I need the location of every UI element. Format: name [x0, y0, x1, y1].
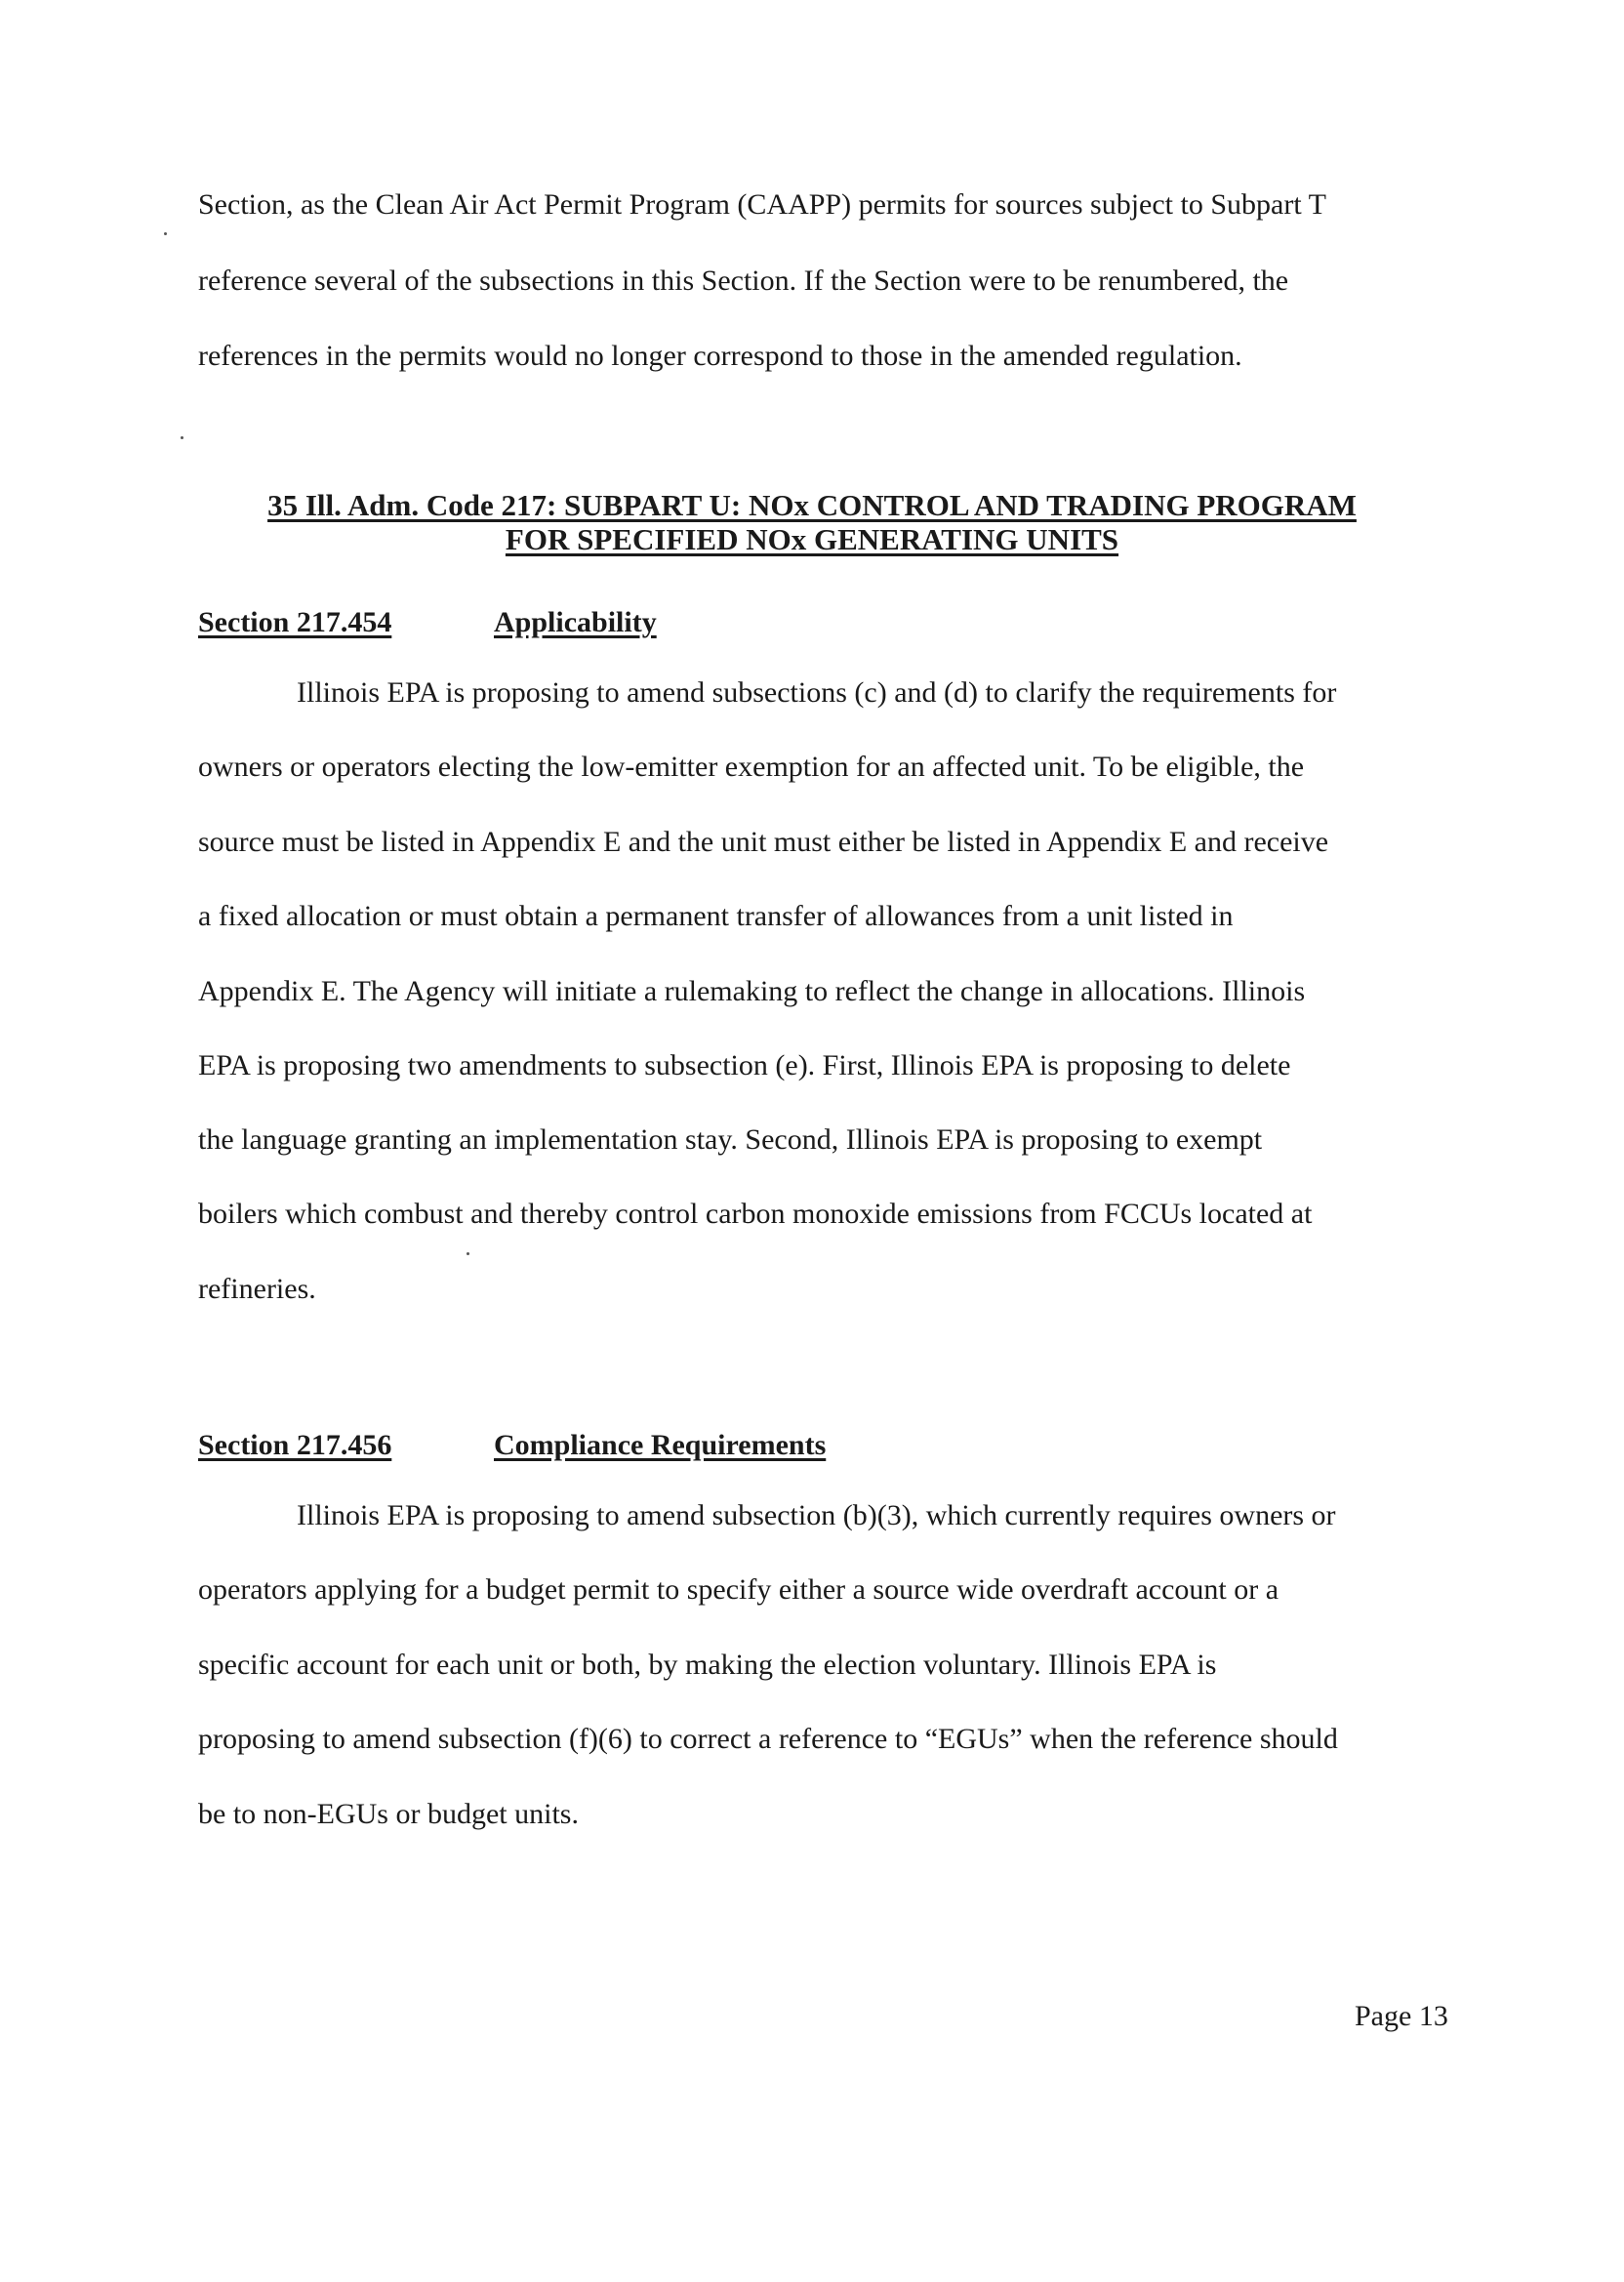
section-456-line-1: Illinois EPA is proposing to amend subsection (b)(3), which currently requires owners or [297, 1499, 1336, 1531]
section-456-heading [198, 1428, 826, 1463]
section-454-heading [198, 605, 657, 640]
subpart-heading-text-1: 35 Ill. Adm. Code 217: SUBPART U: NOx CONTROL AND TRADING PROGRAM [267, 488, 1357, 522]
section-456-number: Section 217.456 [198, 1429, 392, 1461]
section-456-line-5: be to non-EGUs or budget units. [198, 1798, 579, 1830]
section-454-line-4: a fixed allocation or must obtain a permanent transfer of allowances from a unit listed in [198, 900, 1234, 932]
section-454-line-1: Illinois EPA is proposing to amend subsections (c) and (d) to clarify the requirements for [297, 676, 1337, 709]
section-454-number: Section 217.454 [198, 606, 392, 638]
section-454-line-8: boilers which combust and thereby control carbon monoxide emissions from FCCUs located at [198, 1198, 1313, 1230]
section-456-line-3: specific account for each unit or both, by making the election voluntary. Illinois EPA is [198, 1649, 1217, 1681]
section-454-line-2: owners or operators electing the low-emitter exemption for an affected unit. To be eligible, the [198, 751, 1305, 783]
intro-line-3: references in the permits would no longer correspond to those in the amended regulation. [198, 340, 1242, 372]
section-456-line-4: proposing to amend subsection (f)(6) to correct a reference to “EGUs” when the reference should [198, 1723, 1338, 1755]
subpart-heading-line-2 [0, 522, 1624, 557]
section-454-line-5: Appendix E. The Agency will initiate a rulemaking to reflect the change in allocations. Illinois [198, 975, 1306, 1007]
section-454-line-7: the language granting an implementation stay. Second, Illinois EPA is proposing to exempt [198, 1123, 1263, 1156]
scan-speck [164, 232, 167, 235]
section-454-line-6: EPA is proposing two amendments to subsection (e). First, Illinois EPA is proposing to delete [198, 1049, 1291, 1081]
intro-line-2: reference several of the subsections in this Section. If the Section were to be renumbered, the [198, 265, 1289, 297]
section-454-line-9: refineries. [198, 1273, 316, 1305]
scan-speck [467, 1252, 469, 1255]
section-454-line-3: source must be listed in Appendix E and the unit must either be listed in Appendix E and receive [198, 826, 1329, 858]
scan-speck [181, 436, 183, 439]
section-454-title: Applicability [494, 606, 657, 638]
intro-line-1: Section, as the Clean Air Act Permit Program (CAAPP) permits for sources subject to Subpart T [198, 188, 1326, 221]
section-456-line-2: operators applying for a budget permit to specify either a source wide overdraft account or a [198, 1573, 1279, 1606]
subpart-heading-line-1 [0, 488, 1624, 523]
subpart-heading-text-2: FOR SPECIFIED NOx GENERATING UNITS [505, 522, 1119, 556]
page-number: Page 13 [1355, 2000, 1448, 2032]
section-456-title: Compliance Requirements [494, 1429, 827, 1461]
